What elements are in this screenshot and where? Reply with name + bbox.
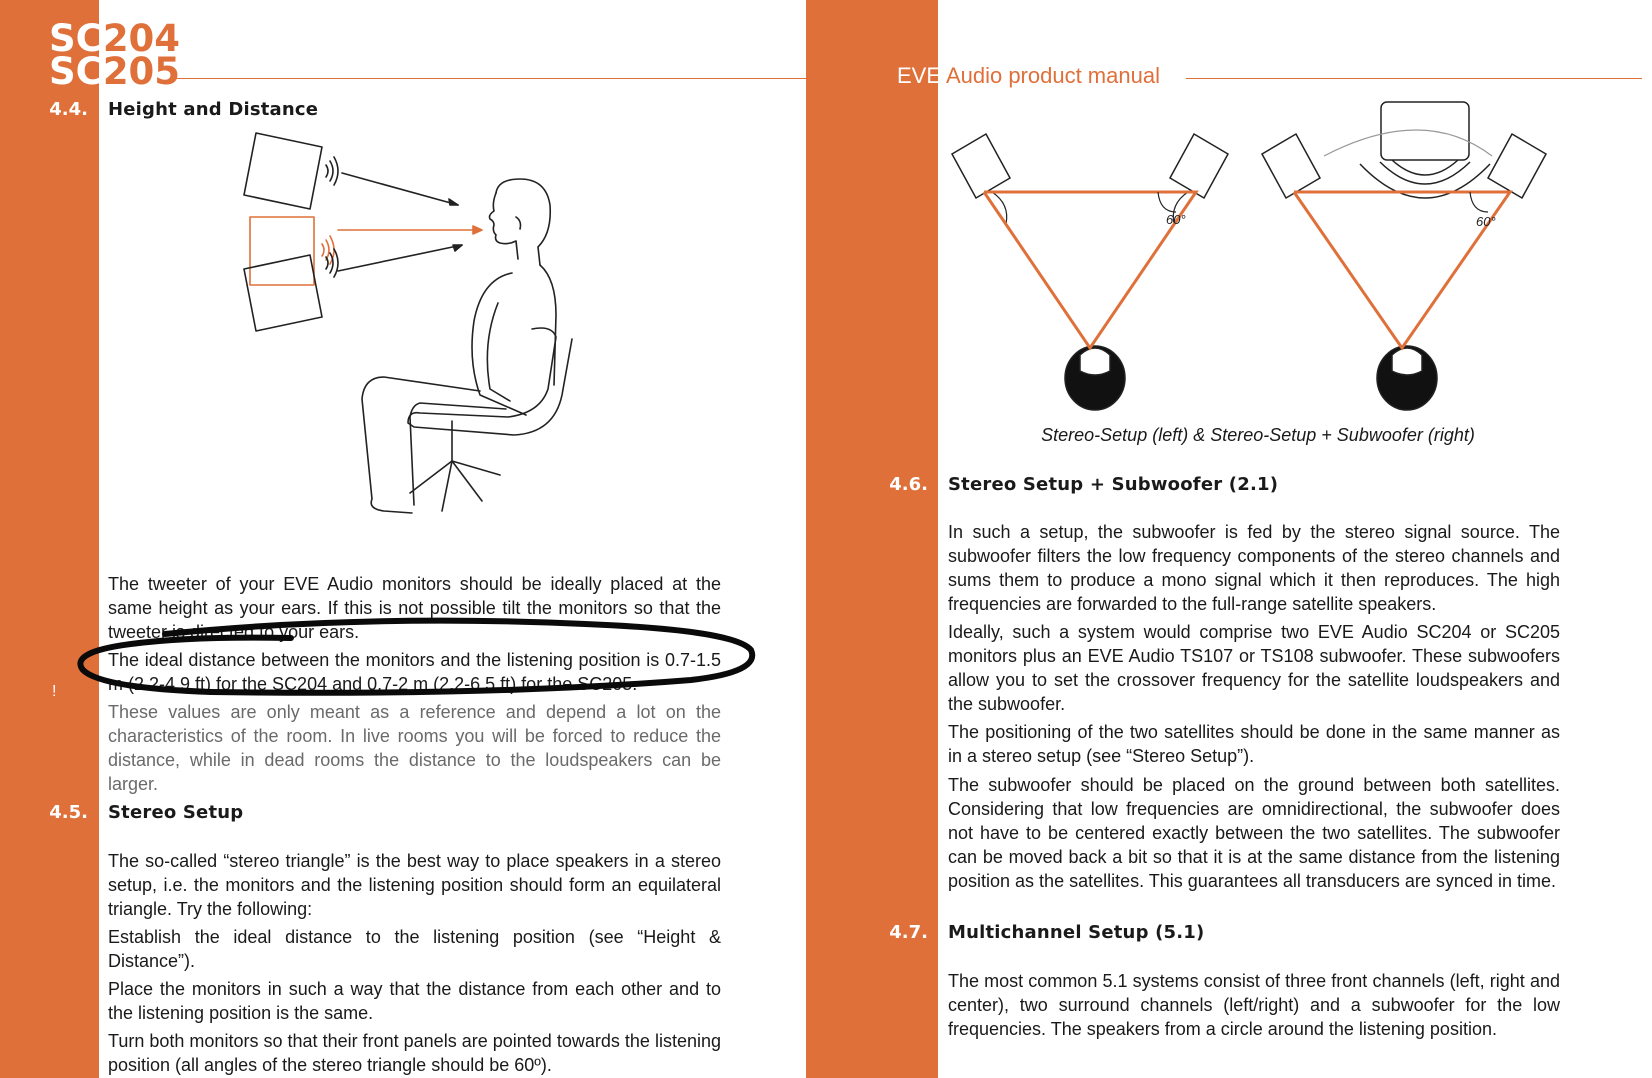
listener-height-illustration — [230, 125, 610, 545]
right-monitor-icon — [1170, 134, 1228, 198]
manual-header-brand: EVE — [897, 63, 942, 88]
angle-label-left: 60° — [1166, 212, 1186, 227]
note-marker: ! — [52, 683, 57, 700]
paragraph-subwoofer-placement: The subwoofer should be placed on the ground between both satellites. Considering that low frequencies are omnidirectional, the subwoofer does not have to be centered exactly between the two satellites. The subwoofer can be moved back a bit so that it is at the same distance from the listening position as the satellites. This guarantees all transducers are synced in time. — [948, 775, 1560, 891]
section-heading-multichannel: Multichannel Setup (5.1) — [948, 922, 1205, 943]
paragraph-stereo-triangle: The so-called “stereo triangle” is the best way to place speakers in a stereo setup, i.e. the monitors and the listening position should form an equilateral triangle. Try the following: — [108, 851, 721, 919]
figure-caption: Stereo-Setup (left) & Stereo-Setup + Subwoofer (right) — [1041, 425, 1475, 445]
manual-header-title: Audio product manual — [945, 63, 1160, 88]
paragraph-establish-distance: Establish the ideal distance to the listening position (see “Height & Distance”). — [108, 927, 721, 971]
listener-head-right-icon — [1377, 346, 1437, 410]
left-monitor-icon — [952, 134, 1010, 198]
tilted-up-speaker-icon — [244, 255, 322, 331]
subwoofer-icon — [1381, 102, 1469, 160]
hand-drawn-circle-annotation — [55, 614, 745, 694]
left-orange-margin-band — [0, 0, 99, 1078]
paragraph-room-characteristics: These values are only meant as a reference and depend a lot on the characteristics of the room. In live rooms you will be forced to reduce the distance, while in dead rooms the distance to the loudspeakers can be larger. — [108, 702, 721, 794]
model-title-prefix: SC — [49, 50, 103, 93]
section-number-4-7: 4.7. — [889, 922, 928, 943]
paragraph-ideal-distance: The ideal distance between the monitors and the listening position is 0.7-1.5 m (2.2-4.9 ft) for the SC204 and 0.7-2 m (2.2-6.5 ft) for the SC205. — [108, 650, 721, 694]
paragraph-multichannel-systems: The most common 5.1 systems consist of three front channels (left, right and center), two surround channels (left/right) and a subwoofer for the low frequencies. The speakers from a circle around the listening position. — [948, 971, 1560, 1039]
paragraph-system-comprise: Ideally, such a system would comprise two EVE Audio SC204 or SC205 monitors plus an EVE Audio TS107 or TS108 subwoofer. These subwoofers allow you to set the crossover frequency for the satellite loudspeakers and the subwoofer. — [948, 622, 1560, 714]
model-title-sc205 — [49, 50, 181, 93]
paragraph-place-monitors: Place the monitors in such a way that the distance from each other and to the listening position is the same. — [108, 979, 721, 1023]
level-speaker-icon — [250, 217, 314, 285]
header-rule-left — [172, 78, 806, 79]
left-satellite-icon — [1262, 134, 1320, 198]
listener-head-left-icon — [1065, 346, 1125, 410]
stereo-setup-diagram — [940, 100, 1580, 420]
model-title-number: 205 — [102, 50, 181, 93]
angle-label-right: 60° — [1476, 214, 1496, 229]
paragraph-turn-monitors: Turn both monitors so that their front panels are pointed towards the listening position (all angles of the stereo triangle should be 60º). — [108, 1031, 721, 1075]
paragraph-tweeter-height: The tweeter of your EVE Audio monitors should be ideally placed at the same height as your ears. If this is not possible tilt the monitors so that the tweeter is directed to your ears. — [108, 574, 721, 642]
right-satellite-icon — [1488, 134, 1546, 198]
paragraph-satellite-positioning: The positioning of the two satellites should be done in the same manner as in a stereo setup (see “Stereo Setup”). — [948, 722, 1560, 766]
model-title-number: 204 — [102, 17, 181, 60]
manual-header — [897, 63, 1160, 89]
tilted-down-speaker-icon — [244, 133, 322, 209]
section-number-4-6: 4.6. — [889, 474, 928, 495]
model-title-prefix: SC — [49, 17, 103, 60]
section-number-4-4: 4.4. — [49, 99, 88, 120]
section-heading-stereo-setup: Stereo Setup — [108, 802, 244, 823]
section-heading-stereo-subwoofer: Stereo Setup + Subwoofer (2.1) — [948, 474, 1279, 495]
right-orange-margin-band — [806, 0, 938, 1078]
listener-head-icon — [496, 179, 550, 265]
paragraph-subwoofer-fed: In such a setup, the subwoofer is fed by the stereo signal source. The subwoofer filters the low frequency components of the stereo channels and sums them to produce a mono signal which it then reproduces. The high frequencies are forwarded to the full-range satellite speakers. — [948, 522, 1560, 614]
section-number-4-5: 4.5. — [49, 802, 88, 823]
header-rule-right — [1186, 78, 1642, 79]
section-heading-height-distance: Height and Distance — [108, 99, 319, 120]
